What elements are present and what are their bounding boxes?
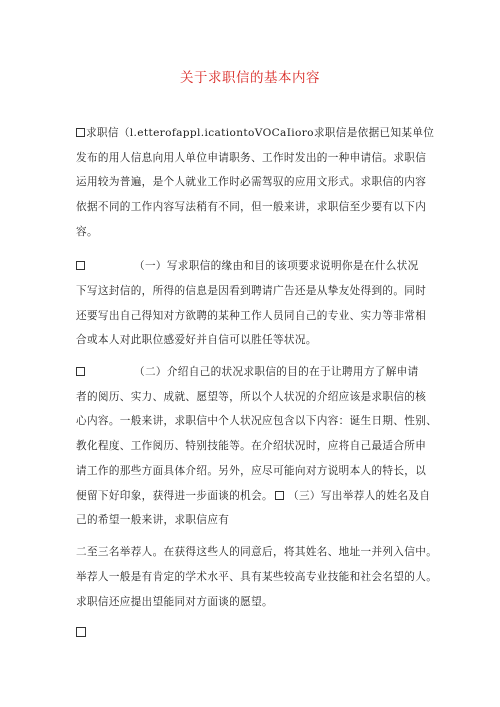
- paragraph-line: 依据不同的工作内容写法稍有不同，但一般来讲，求职信至少要有以下内: [76, 201, 427, 213]
- paragraph-line: 请工作的那些方面具体介绍。另外，应尽可能向对方说明本人的特长，以: [76, 465, 427, 477]
- paragraph-line: 合或本人对此职位感爱好并自信可以胜任等状况。: [76, 334, 317, 346]
- paragraph-line: 举荐人一般是有肯定的学术水平、具有某些较高专业技能和社会名望的人。: [76, 571, 438, 583]
- paragraph-line: 便留下好印象，获得进一步面谈的机会。 （三）写出举荐人的姓名及自: [76, 490, 431, 502]
- paragraph-line: 发布的用人信息向用人单位申请职务、工作时发出的一种申请信。求职信: [76, 152, 427, 164]
- document-title: 关于求职信的基本内容: [180, 70, 320, 86]
- paragraph-line: 还要写出自己得知对方欲聘的某种工作人员同自己的专业、实力等非常相: [76, 310, 427, 322]
- checkbox-glyph-icon: [76, 261, 85, 270]
- paragraph-line: 心内容。一般来讲，求职信中个人状况应包含以下内容：诞生日期、性别、: [76, 415, 438, 427]
- paragraph-line: 求职信（l.etterofappl.icationtoVOCaIioro求职信是依据已知某单位: [76, 126, 434, 140]
- paragraph-line: 者的阅历、实力、成就、愿望等，所以个人状况的介绍应该是求职信的核: [76, 391, 427, 403]
- checkbox-glyph-icon: [275, 491, 284, 500]
- paragraph-line: （一）写求职信的缘由和目的该项要求说明你是在什么状况: [76, 259, 419, 273]
- paragraph-line: 己的希望一般来讲，求职信应有: [76, 514, 230, 526]
- checkbox-glyph-icon: [76, 367, 85, 376]
- paragraph-line: 下写这封信的，所得的信息是因看到聘请广告还是从挚友处得到的。同时: [76, 285, 427, 297]
- paragraph-line: （二）介绍自己的状况求职信的目的在于让聘用方了解申请: [76, 365, 419, 379]
- paragraph-line: 求职信还应提出望能同对方面谈的愿望。: [76, 596, 273, 608]
- paragraph-line: 教化程度、工作阅历、特别技能等。在介绍状况时，应将自己最适合所申: [76, 440, 427, 452]
- paragraph-line: 容。: [76, 226, 98, 238]
- checkbox-glyph-icon: [76, 627, 86, 637]
- paragraph-line: 二至三名举荐人。在获得这些人的同意后，将其姓名、地址一并列入信中。: [76, 546, 438, 558]
- checkbox-glyph-icon: [76, 128, 85, 137]
- paragraph-line: 运用较为普遍，是个人就业工作时必需驾驭的应用文形式。求职信的内容: [76, 176, 427, 188]
